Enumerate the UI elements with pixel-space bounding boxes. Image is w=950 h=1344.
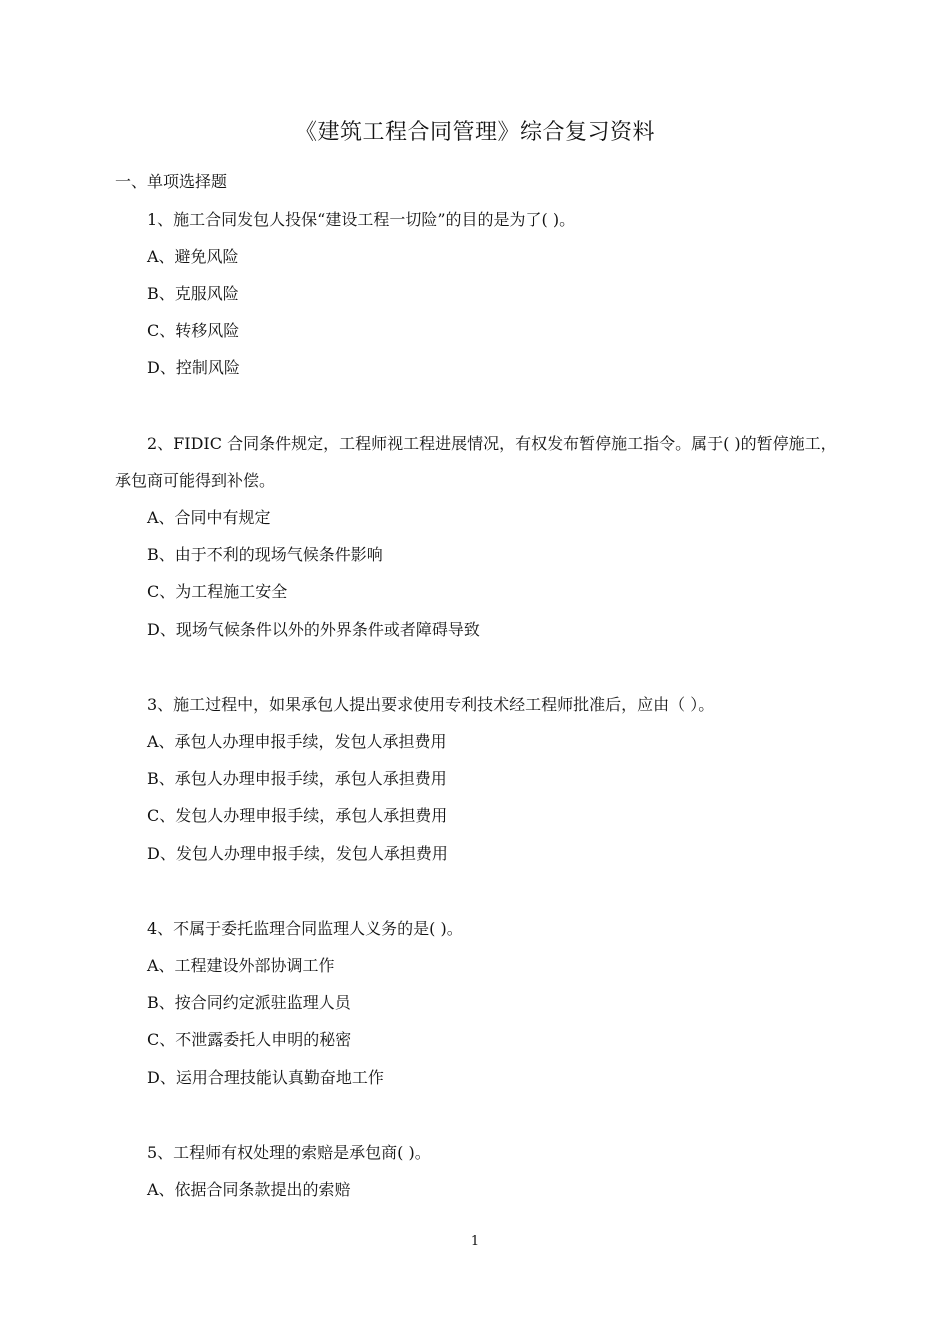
question-2-option-a: A、合同中有规定 (147, 508, 271, 527)
question-5-stem: 5、工程师有权处理的索赔是承包商( )。 (147, 1143, 431, 1162)
question-3-option-a: A、承包人办理申报手续，发包人承担费用 (147, 732, 447, 751)
question-4-option-d: D、运用合理技能认真勤奋地工作 (147, 1068, 384, 1087)
question-4-option-b: B、按合同约定派驻监理人员 (147, 993, 351, 1012)
page-number: 1 (470, 1234, 480, 1249)
question-2-option-b: B、由于不利的现场气候条件影响 (147, 545, 383, 564)
question-4-option-c: C、不泄露委托人申明的秘密 (147, 1030, 352, 1049)
question-1-option-a: A、避免风险 (147, 247, 239, 266)
question-4-stem: 4、不属于委托监理合同监理人义务的是( )。 (147, 919, 463, 938)
question-2-stem-line1: 2、FIDIC 合同条件规定，工程师视工程进展情况，有权发布暂停施工指令。属于( )的暂停施工， (147, 434, 837, 453)
question-3-option-d: D、发包人办理申报手续，发包人承担费用 (147, 844, 448, 863)
question-2-option-d: D、现场气候条件以外的外界条件或者障碍导致 (147, 620, 480, 639)
question-3-option-c: C、发包人办理申报手续，承包人承担费用 (147, 806, 448, 825)
section-heading: 一、单项选择题 (115, 172, 228, 191)
question-1-option-b: B、克服风险 (147, 284, 239, 303)
question-2-option-c: C、为工程施工安全 (147, 582, 288, 601)
question-1-option-c: C、转移风险 (147, 321, 240, 340)
question-4-option-a: A、工程建设外部协调工作 (147, 956, 335, 975)
question-5-option-a: A、依据合同条款提出的索赔 (147, 1180, 351, 1199)
question-2-stem-line2: 承包商可能得到补偿。 (115, 471, 276, 490)
question-1-stem: 1、施工合同发包人投保“建设工程一切险”的目的是为了( )。 (147, 210, 576, 229)
question-3-option-b: B、承包人办理申报手续，承包人承担费用 (147, 769, 447, 788)
question-1-option-d: D、控制风险 (147, 358, 240, 377)
question-3-stem: 3、施工过程中，如果承包人提出要求使用专利技术经工程师批准后，应由（ ）。 (147, 695, 715, 714)
document-title: 《建筑工程合同管理》综合复习资料 (294, 120, 655, 145)
